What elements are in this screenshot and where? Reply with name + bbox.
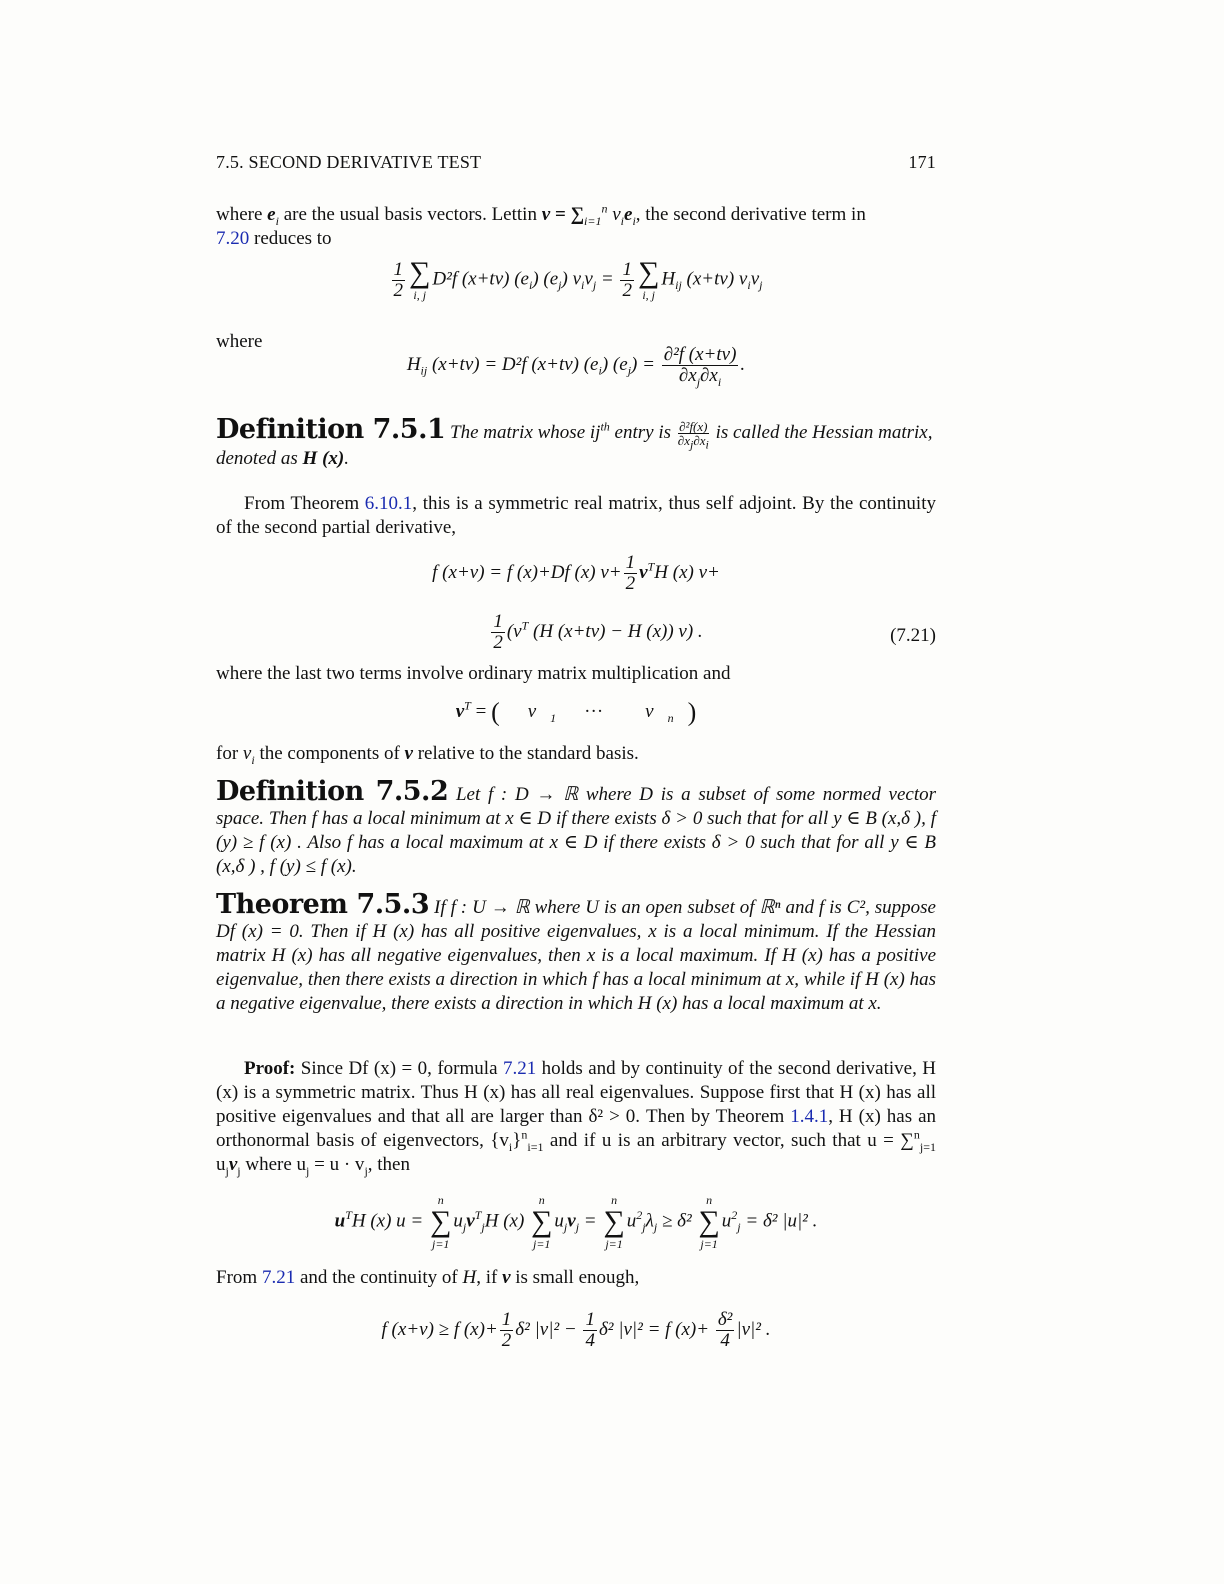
ref-7-21b[interactable]: 7.21 <box>261 1267 296 1288</box>
definition-title: Definition 7.5.1 <box>216 414 446 445</box>
equation-eigen-bound: $u^TH$ (x) u = n ∑ j=1 $u_jv^T_jH$ (x) n ∑ j=1 $u_jv_j$ = n ∑ j=1 $u^2_j\lambda_j \ge \delta^2$ n ∑ j=1 $u^2_j = \delta^2$ |u|² . <box>334 1193 818 1251</box>
paragraph-matrix-mult: where the last two terms involve ordinary matrix multiplication and <box>216 663 731 684</box>
paragraph-continuity: From 7.21 and the continuity of H, if v is small enough, <box>216 1267 640 1288</box>
ref-6-10-1[interactable]: 6.10.1 <box>364 493 413 514</box>
where-label: where <box>216 331 263 352</box>
section-title: 7.5. SECOND DERIVATIVE TEST <box>216 152 482 172</box>
theorem-7-5-3: Theorem 7.5.3 If f : U → ℝ where U is an open subset of ℝⁿ and f is C², suppose Df (x) = 0. Then if H (x) has all positive eigenvalues, x is a local minimum. If the Hessian matrix H (x) has all negative eigenvalues, then x is a local maximum. If H (x) has a positive eigenvalue, then there exists a direction in which f has a local minimum at x, while if H (x) has a negative eigenvalue, there exists a direction in which H (x) has a local maximum at x. <box>216 889 936 1014</box>
equation-taylor-line2: $\frac{1}{2}$ ($v^T$ (H (x+tv) − H (x)) v) . (7.21) <box>493 611 936 653</box>
paragraph-components: for $v_i$ the components of v relative to the standard basis. <box>216 743 639 767</box>
page-number: 171 <box>908 152 936 172</box>
paragraph-symmetric: From Theorem 6.10.1, this is a symmetric real matrix, thus self adjoint. By the continuity of the second partial derivative, <box>216 493 936 538</box>
equation-hessian-entry: $H_{ij}$ (x+tv) = D²f (x+tv) $(e_i) (e_j)$ = $\frac{\text{∂²f (x+tv)}}{\partial x_j\partial x_i}$ . <box>406 344 746 389</box>
ref-7-20[interactable]: 7.20 <box>216 228 250 249</box>
proof: Proof: Since Df (x) = 0, formula 7.21 holds and by continuity of the second derivative, H (x) is a symmetric matrix. Thus H (x) has all real eigenvalues. Suppose first that H (x) has all positive eigenvalues and that all are larger than δ² > 0. Then by Theorem 1.4.1, H (x) has an orthonormal basis of eigenvectors, $\{v_i\}^n_{i=1}$ and if u is an arbitrary vector, such that u = ∑$^n_{j=1}$ $u_jv_j$ where $u_j = u \cdot v_j$, then <box>216 1058 936 1178</box>
theorem-title: Theorem 7.5.3 <box>216 889 430 920</box>
running-header <box>216 150 936 174</box>
ref-7-21[interactable]: 7.21 <box>502 1058 537 1079</box>
definition-title: Definition 7.5.2 <box>216 776 449 807</box>
equation-taylor-line1: f (x+v) = f (x)+Df (x) v+ $\frac{1}{2}$ $v^TH$ (x) v+ <box>432 552 720 594</box>
paragraph-basis: where $e_i$ are the usual basis vectors. Lettin $v = \sum_{i=1}^n$ $v_ie_i$, the second derivative term in 7.20 reduces to <box>216 201 866 249</box>
equation-second-derivative-term: $\frac{1}{2}$ ∑ i, j D²f (x+tv) $(e_i)$ $(e_j) v_iv_j$ = $\frac{1}{2}$ ∑ i, j $H_{ij}$ (x+tv) $v_iv_j$ <box>393 256 763 302</box>
equation-row-vector: $v^T$ = ( v $_1$ ··· v $_n$ ) <box>455 697 697 727</box>
equation-lower-bound: f (x+v) ≥ f (x)+ $\frac{1}{2}$ δ² |v|² − $\frac{1}{4}$ δ² |v|² = f (x)+ $\frac{\text{δ²}}{4}$ |v|² . <box>381 1309 771 1351</box>
definition-7-5-2: Definition 7.5.2 Let f : D → ℝ where D is a subset of some normed vector space. Then f has a local minimum at x ∈ D if there exists δ > 0 such that for all y ∈ B (x,δ ), f (y) ≥ f (x) . Also f has a local maximum at x ∈ D if there exists δ > 0 such that for all y ∈ B (x,δ ) , f (y) ≤ f (x). <box>216 776 937 877</box>
equation-number: (7.21) <box>890 625 936 646</box>
ref-1-4-1[interactable]: 1.4.1 <box>790 1106 829 1127</box>
definition-7-5-1: Definition 7.5.1 The matrix whose $ij^{th}$ entry is $\frac{\text{∂²f(x)}}{\partial x_j\partial x_i}$ is called the Hessian matrix, denoted as H (x). <box>216 414 933 470</box>
